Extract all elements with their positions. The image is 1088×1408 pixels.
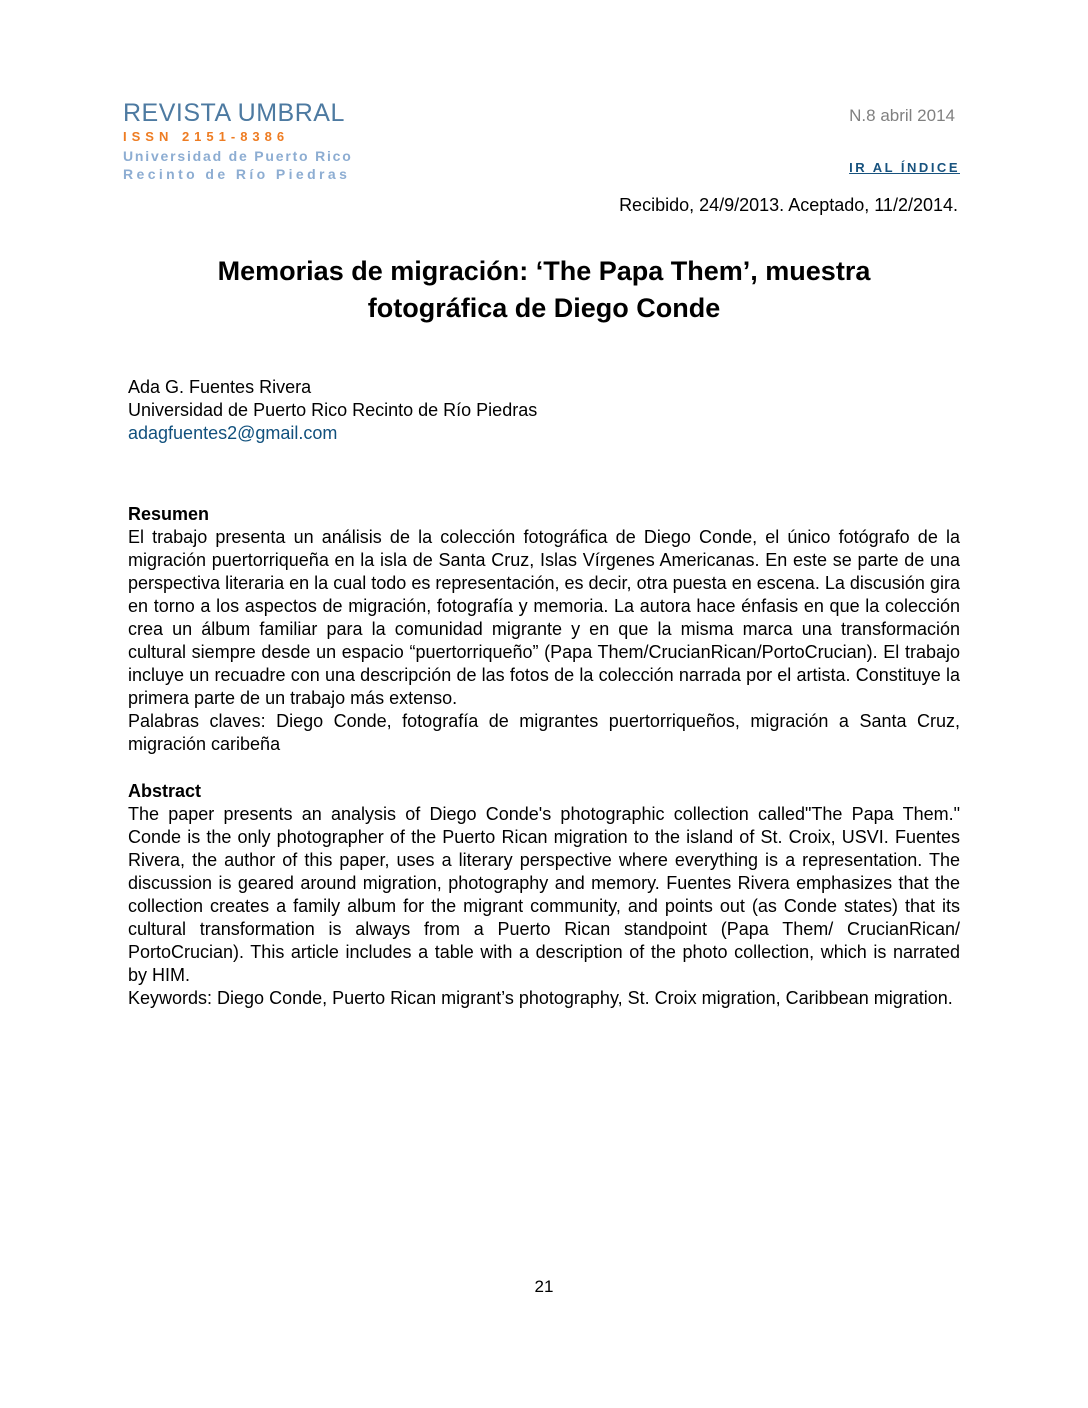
abstract-heading: Abstract — [128, 781, 202, 801]
logo-issn: ISSN 2151-8386 — [123, 129, 290, 144]
resumen-keywords: Palabras claves: Diego Conde, fotografía de migrantes puertorriqueños, migración a Santa Cruz, migración caribeña — [128, 711, 960, 754]
resumen-body: El trabajo presenta un análisis de la colección fotográfica de Diego Conde, el único fotógrafo de la migración puertorriqueña en la isla de Santa Cruz, Islas Vírgenes Americanas. En este se parte de una perspectiva literaria en la cual todo es representación, es decir, otra puesta en escena. La discusión gira en torno a los aspectos de migración, fotografía y memoria. La autora hace énfasis en que la colección crea un álbum familiar para la comunidad migrante y en que la misma marca una transformación cultural siempre desde un espacio “puertorriqueño” (Papa Them/CrucianRican/PortoCrucian). El trabajo incluye un recuadre con una descripción de las fotos de la colección narrada por el artista. Constituye la primera parte de un trabajo más extenso. — [128, 527, 960, 708]
resumen-heading: Resumen — [128, 504, 210, 524]
article-title: Memorias de migración: ‘The Papa Them’, muestra fotográfica de Diego Conde — [217, 256, 871, 323]
abstract-body: The paper presents an analysis of Diego Conde's photographic collection called"The Papa Them." Conde is the only photographer of the Puerto Rican migration to the island of St. Croix, USVI. Fuentes Rivera, the author of this paper, uses a literary perspective where everything is a representation. The discussion is geared around migration, photography and memory. Fuentes Rivera emphasizes that the collection creates a family album for the migrant community, and points out (as Conde states) that its cultural transformation is always from a Puerto Rican standpoint (Papa Them/ CrucianRican/ PortoCrucian). This article includes a table with a description of the photo collection, which is narrated by HIM. — [128, 804, 960, 985]
author-email-link[interactable]: adagfuentes2@gmail.com — [128, 423, 338, 443]
issue-label: N.8 abril 2014 — [849, 106, 955, 125]
logo-journal-name: REVISTA UMBRAL — [123, 99, 345, 127]
article-content — [128, 0, 960, 1010]
logo-university: Universidad de Puerto Rico — [123, 148, 353, 164]
resumen-section — [128, 503, 960, 756]
abstract-keywords: Keywords: Diego Conde, Puerto Rican migrant’s photography, St. Croix migration, Caribbean migration. — [128, 988, 953, 1008]
page-number: 21 — [534, 1277, 554, 1296]
received-accepted-dates: Recibido, 24/9/2013. Aceptado, 11/2/2014. — [619, 195, 958, 215]
author-affiliation: Universidad de Puerto Rico Recinto de Río Piedras — [128, 400, 538, 420]
author-block — [128, 376, 960, 445]
index-link[interactable]: IR AL ÍNDICE — [849, 160, 960, 175]
logo-campus: Recinto de Río Piedras — [123, 166, 351, 182]
abstract-section — [128, 780, 960, 1010]
author-name: Ada G. Fuentes Rivera — [128, 377, 312, 397]
